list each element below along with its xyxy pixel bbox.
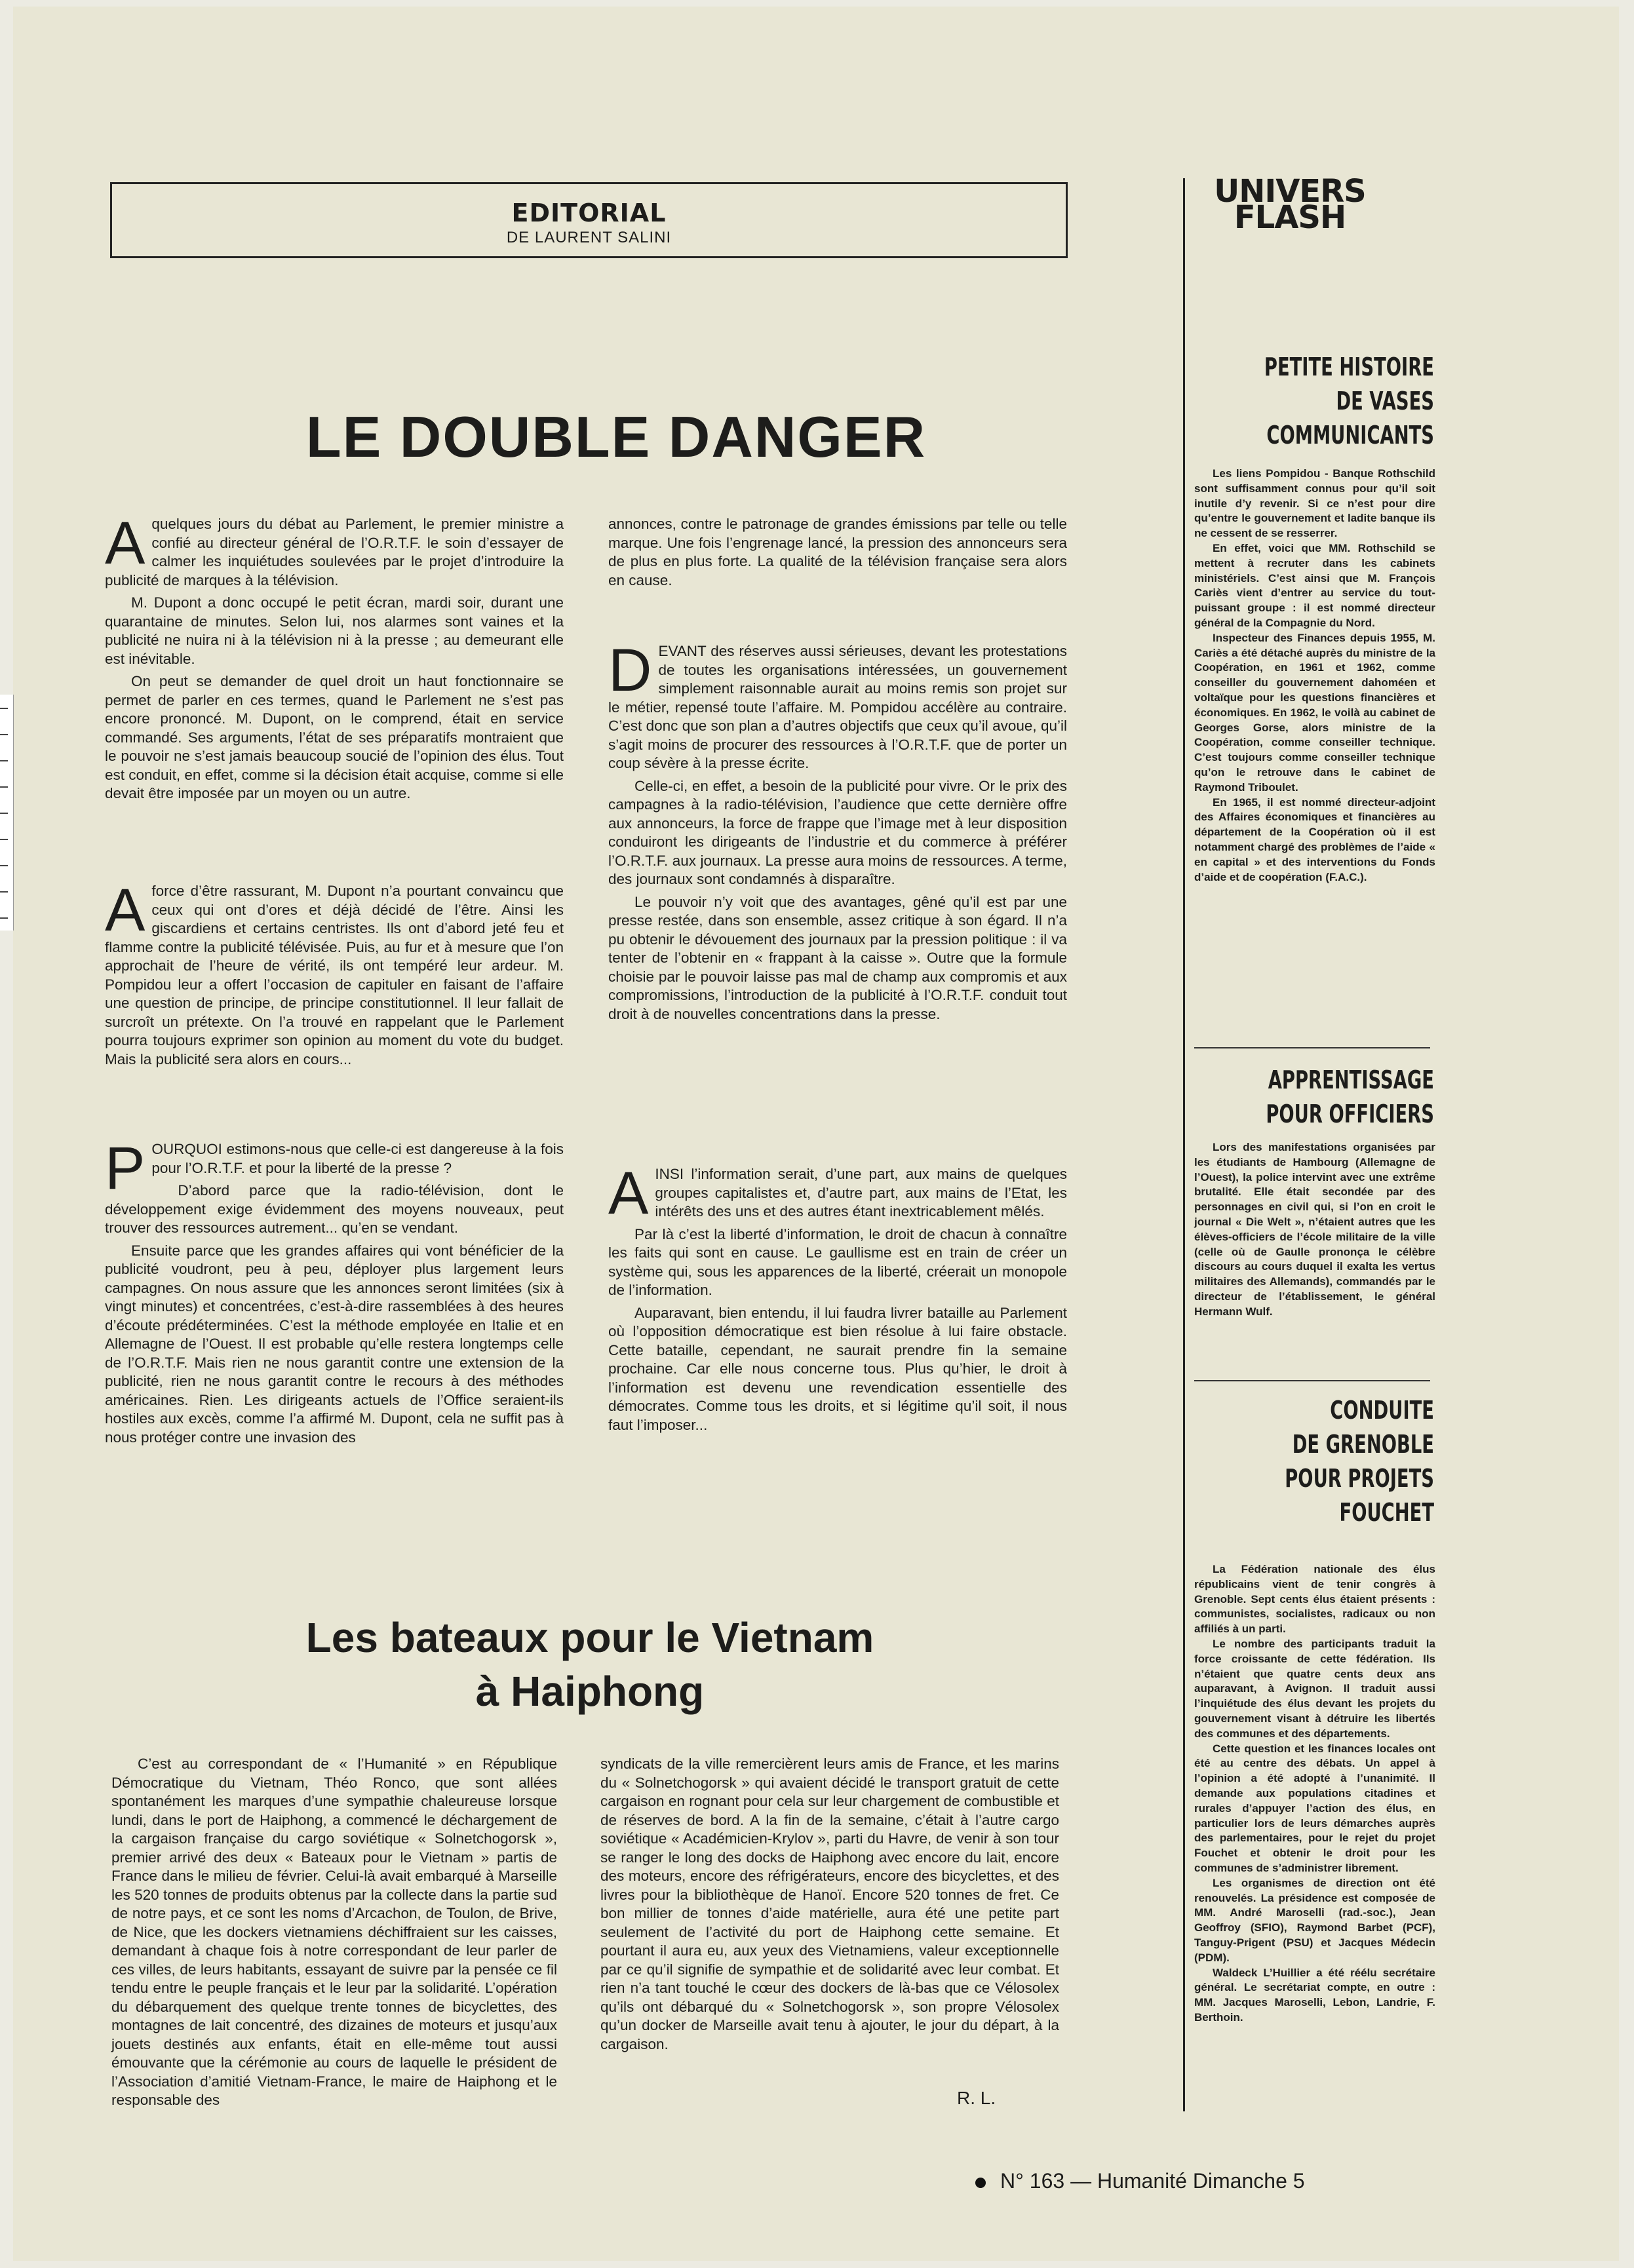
column-divider xyxy=(1183,178,1185,2111)
editorial-column-2: annonces, contre le patronage de grandes émissions par telle ou telle marque. Une fois l’engrenage lancé, la pression des annonceurs sera de plus en plus forte. La qualité de la télévision française sera alors en cause. xyxy=(608,516,1067,588)
editorial-title: EDITORIAL xyxy=(511,199,667,227)
sidebar-title-apprentissage: APPRENTISSAGE POUR OFFICIERS xyxy=(1266,1066,1434,1128)
bateaux-column-1: C’est au correspondant de « l’Humanité » en République Démocratique du Vietnam, Théo Ronco, que sont allées spontanément les marques d’une sympathie chaleureuse lorsque lundi, dans le port de Haiphong, a commencé le déchargement de la cargaison française du cargo soviétique « Solnetchogorsk », premier arrivé des deux « Bateaux pour le Vietnam » partis de France dans le milieu de février. Celui-là avait embarqué à Marseille les 520 tonnes de produits obtenus par la collecte dans la partie sud de notre pays, et ce sont les noms d’Arcachon, de Toulon, de Brive, de Nice, que les dockers vietnamiens déchiffraient sur les caisses, demandant à chaque fois à notre correspondant de leur parler de ces villes, de leurs habitants, essayant de suivre par la pensée ce fil tendu entre le peuple français et le leur par la solidarité. L’opération du débarquement des quelque trente tonnes de bicyclettes, des montagnes de lait concentré, des dizaines de moteurs et jusqu’aux jouets destinés aux enfants, était en elle-même tout aussi émouvante que la cérémonie au cours de laquelle le président de l’Association d’amitié Vietnam-France, le maire de Haiphong et le responsable des xyxy=(111,1756,557,2108)
drop-cap: P xyxy=(105,1135,146,1202)
editorial-author: DE LAURENT SALINI xyxy=(506,229,672,246)
sidebar-title-conduite: CONDUITE DE GRENOBLE POUR PROJETS FOUCHET xyxy=(1285,1396,1434,1527)
bateaux-column-2: syndicats de la ville remercièrent leurs amis de France, et les marins du « Solnetchogorsk » qui avaient décidé le transport gratuit de cette cargaison en rognant pour cela sur leur chargement de combustible et de réserves de bord. A la fin de la semaine, c’était à l’autre cargo soviétique « Académicien-Krylov », parti du Havre, de venir à son tour se ranger le long des docks de Haiphong avec encore du lait, encore des moteurs, encore des réfrigérateurs, encore des bicyclettes, et des livres pour la bibliothèque de Hanoï. Encore 520 tonnes de fret. Ce bon millier de tonnes d’aide matérielle, aura été une petite part seulement de l’activité du port de Haiphong cette semaine. Et pourtant il aura eu, aux yeux des Vietnamiens, valeur exceptionnelle par ce qu’il signifie de sympathie et de solidarité avec leur combat. Et rien n’a tant touché le cœur des dockers de là-bas que ce Vélosolex qu’ils ont débarqué du « Solnetchogorsk », son propre Vélosolex qu’un docker de Marseille avait tenu à ajouter, le jour du départ, à la cargaison. xyxy=(600,1756,1059,2052)
bullet-icon xyxy=(975,2178,986,2188)
main-headline: LE DOUBLE DANGER xyxy=(305,404,927,469)
drop-cap: D xyxy=(608,637,652,704)
editorial-column-1c: POURQUOI estimons-nous que celle-ci est dangereuse à la fois pour l’O.R.T.F. et pour la liberté de la presse ? D’abord parce que la radio-télévision, dont le développement exige évidemment des moyens nouveaux, peut trouver des ressources autrement... qu’en se vendant. Ensuite parce que les grandes affaires qui vont bénéficier de la publicité voudront, peu à peu, déployer plus largement leurs campagnes. On nous assure que les annonces seront limitées (six à vingt minutes) et concentrées, c’est-à-dire rassemblées à des heures d’écoute prédéterminées. C’est la méthode employée en Italie et en Allemagne de l’Ouest. Il est probable qu’elle restera longtemps celle de l’O.R.T.F. Mais rien ne nous garantit contre une extension de la publicité, rien ne nous garantit contre le recours à des méthodes américaines. Rien. Les dirigeants actuels de l’Office seraient-ils hostiles aux excès, comme l’a affirmé M. Dupont, cela ne suffit pas à nous protéger contre une invasion des xyxy=(105,1135,564,1446)
editorial-box xyxy=(110,182,1068,258)
editorial-column-1b: Aforce d’être rassurant, M. Dupont n’a pourtant convaincu que ceux qui ont d’ores et déjà décidé de l’être. Ainsi les giscardiens et certains centristes. Ils ont d’abord jeté feu et flamme contre la publicité télévisée. Puis, au fur et à mesure que l’on approchait de l’heure de vérité, ils ont tempéré leur ardeur. M. Pompidou leur a offert l’occasion de capituler en faisant de l’affaire une question de principe, de principe constitutionnel. Il leur fallait de surcroît un prétexte. On l’a trouvé en rappelant que le Parlement pourra toujours exprimer son opinion au moment du vote du budget. Mais la publicité sera alors en cours... xyxy=(105,877,564,1067)
sidebar-text-apprentissage: Lors des manifestations organisées par les étudiants de Hambourg (Allemagne de l’Ouest), la police intervint avec une extrême brutalité. Elle était secondée par des personnages en civil qui, si l’on en croit le journal « Die Welt », n’étaient autres que les élèves-officiers de l’école militaire de la ville (celle où de Gaulle prononça le célèbre discours au cours duquel il exalta les vertus militaires des Allemands), commandés par le directeur de l’établissement, le général Hermann Wulf. xyxy=(1194,1141,1435,1318)
sidebar-text-histoire: Les liens Pompidou - Banque Rothschild sont suffisamment connus pour qu’il soit inutile d’y revenir. Si ce n’est pour dire qu’entre le gouvernement et ladite banque ils ne cessent de se resserrer. En effet, voici que MM. Rothschild se mettent à recruter dans les cabinets ministériels. C’est ainsi que M. François Cariès vient d’entrer au service du tout-puissant groupe : il est nommé directeur général de la Compagnie du Nord. Inspecteur des Finances depuis 1955, M. Cariès a été détaché auprès du ministre de la Coopération, en 1961 et 1962, comme conseiller du gouvernement dahoméen et voltaïque pour les questions financières et économiques. En 1962, le voilà au cabinet de Georges Gorse, alors ministre de la Coopération, comme conseiller technique. C’est toujours comme conseiller technique qu’on le retrouve dans le cabinet de Raymond Triboulet. En 1965, il est nommé directeur-adjoint des Affaires économiques et financières au département de la Coopération où il est notamment chargé des problèmes de l’aide « en capital » et des interventions du Fonds d’aide et de coopération (F.A.C.). xyxy=(1194,467,1435,883)
drop-cap: A xyxy=(105,510,146,577)
sidebar-divider xyxy=(1194,1380,1430,1381)
bateaux-headline: Les bateaux pour le Vietnam à Haiphong xyxy=(305,1614,874,1715)
drop-cap: A xyxy=(105,877,146,944)
sidebar-text-conduite: La Fédération nationale des élus républicains vient de tenir congrès à Grenoble. Sept cents élus étaient présents : communistes, socialistes, radicaux ou non affiliés à un parti. Le nombre des participants traduit la force croissante de cette fédération. Ils n’étaient que quatre cents deux ans auparavant, à Avignon. Il traduit aussi l’inquiétude des élus devant les projets du gouvernement visant à détruire les libertés des communes et des départements. Cette question et les finances locales ont été au centre des débats. Un appel à l’opinion a été adopté à l’unanimité. Il demande aux populations citadines et rurales d’appuyer l’action des élus, en particulier lors de leurs démarches auprès des parlementaires, pour le rejet du projet Fouchet et obtenir le droit pour les communes de s’administrer librement. Les organismes de direction ont été renouvelés. La présidence est composée de MM. André Maroselli (rad.-soc.), Jean Geoffroy (SFIO), Raymond Barbet (PCF), Tanguy-Prigent (PSU) et Jacques Médecin (PDM). Waldeck L’Huillier a été réélu secrétaire général. Le secrétariat compte, en outre : MM. Jacques Maroselli, Lebon, Landrie, F. Berthoin. xyxy=(1194,1563,1435,2024)
page-footer: N° 163 — Humanité Dimanche 5 xyxy=(975,2169,1305,2193)
drop-cap: A xyxy=(608,1160,649,1227)
signature: R. L. xyxy=(957,2088,996,2108)
editorial-column-2b: DEVANT des réserves aussi sérieuses, devant les protestations de toutes les organisations intéressées, un gouvernement simplement raisonnable aurait au moins remis son projet sur le métier, repensé toute l’affaire. M. Pompidou accélère au contraire. C’est donc que son plan a d’autres objectifs que ceux qu’il avoue, qu’il s’agit moins de procurer des ressources à l’O.R.T.F. que de porter un coup sévère à la presse écrite. Celle-ci, en effet, a besoin de la publicité pour vivre. Or le prix des campagnes à la radio-télévision, l’audience que cette dernière offre aux annonceurs, la force de frappe que l’image met à leur disposition conduiront les dirigeants de l’industrie et du commerce à préférer l’O.R.T.F. aux journaux. La presse aura moins de ressources. A terme, des journaux sont condamnés à disparaître. Le pouvoir n’y voit que des avantages, gêné qu’il est par une presse restée, dans son ensemble, assez critique à son égard. Il n’a pu obtenir le dévouement des journaux par la pression politique : il va tenter de l’obtenir en « frappant à la caisse ». Outre que la formule choisie par le pouvoir laisse pas mal de champ aux compromis et aux compromissions, l’introduction de la publicité à l’O.R.T.F. conduit tout droit à de nouvelles concentrations dans la presse. xyxy=(608,637,1067,1022)
sidebar-divider xyxy=(1194,1047,1430,1048)
editorial-column-1: Aquelques jours du débat au Parlement, le premier ministre a confié au directeur général de l’O.R.T.F. le soin d’essayer de calmer les inquiétudes soulevées par le projet d’introduire la publicité de marques à la télévision. M. Dupont a donc occupé le petit écran, mardi soir, durant une quarantaine de minutes. Selon lui, nos alarmes sont vaines et la publicité ne nuira ni à la télévision ni à la presse ; au demeurant elle est inévitable. On peut se demander de quel droit un haut fonctionnaire se permet de parler en ces termes, quand le Parlement ne s’est pas encore prononcé. M. Dupont, on le comprend, était en service commandé. Ses arguments, l’état de ses préparatifs montraient que le pouvoir ne s’est jamais beaucoup soucié de l’opinion des élus. Tout est conduit, en effet, comme si la décision était acquise, comme si elle devait être imposée par un moyen ou un autre. xyxy=(105,510,564,801)
univers-flash-logo: UNIVERS FLASH xyxy=(1214,173,1366,236)
sidebar-title-histoire: PETITE HISTOIRE DE VASES COMMUNICANTS xyxy=(1264,353,1434,450)
editorial-column-2c: AINSI l’information serait, d’une part, aux mains de quelques groupes capitalistes et, d’autre part, aux mains de l’Etat, les intérêts des uns et des autres étant inextricablement mêlés. Par là c’est la liberté d’information, le droit de chacun à connaître les faits qui sont en cause. Le gaullisme est en train de créer un système qui, sous les apparences de la liberté, créerait un monopole de l’information. Auparavant, bien entendu, il lui faudra livrer bataille au Parlement où l’opposition démocratique est bien résolue à lui faire obstacle. Cette bataille, cependant, ne saurait prendre fin la semaine prochaine. Car elle nous concerne tous. Plus qu’hier, le droit à l’information est devenu une revendication essentielle des démocrates. Comme tous les droits, et si légitime qu’il soit, il nous faut l’imposer... xyxy=(608,1160,1067,1433)
scan-ruler xyxy=(0,695,14,931)
